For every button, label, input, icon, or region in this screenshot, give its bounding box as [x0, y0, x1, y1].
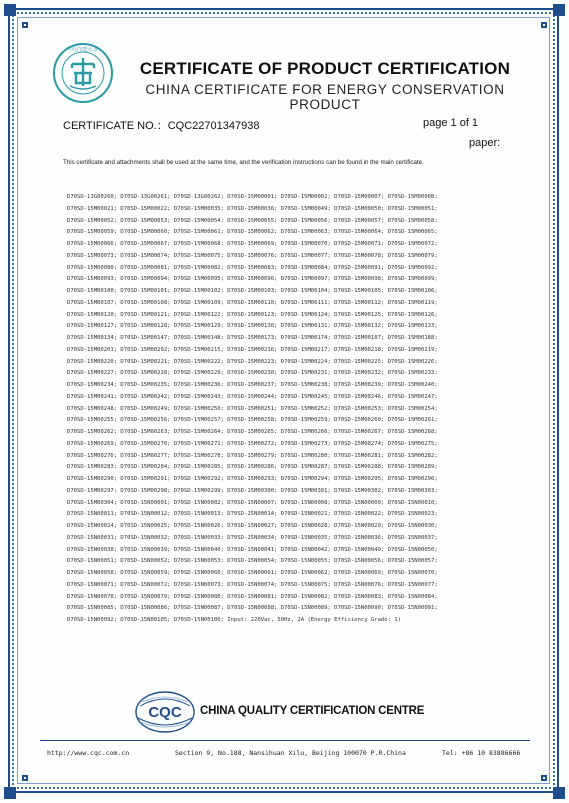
model-list-line: D70SD-15N00051; D70SD-15N00052; D70SD-15N00053; D70SD-15N00054; D70SD-15N00055; D70SD-15N00056; D70SD-15N00057; — [67, 558, 438, 565]
model-list-line: D70SD-15M00134; D70SD-15M00147; D70SD-15M00148; D70SD-15M00173; D70SD-15M00174; D70SD-15M00187; D70SD-15M00188; — [67, 335, 438, 341]
model-list-line: D70SD-15M00227; D70SD-15M00228; D70SD-15M00229; D70SD-15M00230; D70SD-15M00231; D70SD-15M00232; D70SD-15M00233; — [67, 370, 438, 377]
model-list-line: D70SD-15M00276; D70SD-15M00277; D70SD-15M00278; D70SD-15M00279; D70SD-15M00280; D70SD-15M00281; D70SD-15M00282; — [67, 452, 438, 459]
model-list-line: D70SD-15M00021; D70SD-15M00022; D70SD-15M00035; D70SD-15M00036; D70SD-15M00049; D70SD-15M00050; D70SD-15M00051; — [67, 205, 438, 212]
certificate-title: CERTIFICATE OF PRODUCT CERTIFICATION — [139, 59, 511, 78]
model-list-line: D70SD-15M00304; D70SD-15N00001; D70SD-15N00002; D70SD-15N00007; D70SD-15N00008; D70SD-15N00009; D70SD-15N00010; — [67, 499, 438, 506]
model-list-line: D70SD-15N00011; D70SD-15N00012; D70SD-15N00013; D70SD-15N00014; D70SD-15N00021; D70SD-15N00022; D70SD-15N00023; — [67, 511, 438, 518]
corner-ornament — [541, 22, 547, 28]
model-list-line: D70SD-15M00290; D70SD-15M00291; D70SD-15M00292; D70SD-15M00293; D70SD-15M00294; D70SD-15M00295; D70SD-15M00296; — [67, 476, 438, 482]
corner-ornament — [22, 22, 28, 28]
model-list-line: D70SD-15M00059; D70SD-15M00060; D70SD-15M00061; D70SD-15M00062; D70SD-15M00063; D70SD-15M00064; D70SD-15M00065; — [67, 229, 438, 236]
corner-ornament — [4, 787, 16, 799]
model-list-line: D70SD-15M00107; D70SD-15M00108; D70SD-15M00109; D70SD-15M00110; D70SD-15M00111; D70SD-15M00112; D70SD-15M00119; — [67, 299, 438, 306]
footer-website: http://www.cqc.com.cn — [47, 749, 130, 757]
logo-text: 中国节能认证 — [67, 47, 99, 53]
corner-ornament — [553, 4, 565, 16]
cqc-logo — [134, 690, 196, 734]
model-list-line: D70SD-15M00283; D70SD-15M00284; D70SD-15M00285; D70SD-15M00286; D70SD-15M00287; D70SD-15M00288; D70SD-15M00289; — [67, 464, 438, 471]
certificate-number — [63, 117, 259, 133]
corner-ornament — [4, 4, 16, 16]
model-list-line: D70SD-15M00080; D70SD-15M00081; D70SD-15M00082; D70SD-15M00083; D70SD-15M00084; D70SD-15M00091; D70SD-15M00092; — [67, 264, 438, 271]
model-list-line: D70SD-15M00093; D70SD-15M00094; D70SD-15M00095; D70SD-15M00096; D70SD-15M00097; D70SD-15M00098; D70SD-15M00099; — [67, 276, 438, 283]
model-list-line: D70SD-15N00031; D70SD-15N00032; D70SD-15N00033; D70SD-15N00034; D70SD-15N00035; D70SD-15N00036; D70SD-15N00037; — [67, 534, 438, 541]
model-list-line: D70SD-15M00066; D70SD-15M00067; D70SD-15M00068; D70SD-15M00069; D70SD-15M00070; D70SD-15M00071; D70SD-15M00072; — [67, 241, 438, 247]
footer-address: Section 9, No.188, Nansihuan Xilu, Beijing 100070 P.R.China — [175, 749, 406, 757]
model-list-line: D70SD-15N00038; D70SD-15N00039; D70SD-15N00040; D70SD-15N00041; D70SD-15N00042; D70SD-15N00049; D70SD-15N00050; — [67, 546, 438, 553]
model-list-line: D70SD-15N00024; D70SD-15N00025; D70SD-15N00026; D70SD-15N00027; D70SD-15N00028; D70SD-15N00029; D70SD-15N00030; — [67, 523, 438, 529]
certificate-number-label: CERTIFICATE NO.： — [63, 120, 168, 132]
intro-statement: This certificate and attachments shall be used at the same time, and the verification instructions can be found in the main certificate. — [63, 159, 424, 166]
model-list-line: D70SD-15N00058; D70SD-15N00059; D70SD-15N00060; D70SD-15N00061; D70SD-15N00062; D70SD-15N00069; D70SD-15N00070; — [67, 570, 438, 576]
model-list-line: D70SD-15N00092; D70SD-15N00105; D70SD-15N00106; Input: 220Vac, 50Hz, 2A (Energy Efficiency Grade: 1) — [67, 617, 401, 623]
model-list — [67, 192, 507, 627]
model-list-line: D70SD-15M00297; D70SD-15M00298; D70SD-15M00299; D70SD-15M00300; D70SD-15M00301; D70SD-15M00302; D70SD-15M00303; — [67, 487, 438, 494]
cqc-mark: CQC — [148, 704, 182, 721]
certificate-number-value: CQC22701347938 — [167, 120, 260, 132]
model-list-line: D70SD-15N00071; D70SD-15N00072; D70SD-15N00073; D70SD-15N00074; D70SD-15N00075; D70SD-15N00076; D70SD-15N00077; — [67, 581, 438, 588]
model-list-line: D70SD-15M00052; D70SD-15M00053; D70SD-15M00054; D70SD-15M00055; D70SD-15M00056; D70SD-15M00057; D70SD-15M00058; — [67, 217, 438, 224]
model-list-line: D70SD-15M00127; D70SD-15M00128; D70SD-15M00129; D70SD-15M00130; D70SD-15M00131; D70SD-15M00132; D70SD-15M00133; — [67, 323, 438, 330]
model-list-line: D70SD-15M00262; D70SD-15M00263; D70SD-15M00264; D70SD-15M00265; D70SD-15M00266; D70SD-15M00267; D70SD-15M00268; — [67, 429, 438, 435]
certificate-subtitle: CHINA CERTIFICATE FOR ENERGY CONSERVATION PRODUCT — [145, 82, 505, 112]
model-list-line: D70SD-15M00201; D70SD-15M00202; D70SD-15M00215; D70SD-15M00216; D70SD-15M00217; D70SD-15M00218; D70SD-15M00219; — [67, 346, 438, 353]
model-list-line: D70SD-15N00085; D70SD-15N00086; D70SD-15N00087; D70SD-15N00088; D70SD-15N00089; D70SD-15N00090; D70SD-15N00091; — [67, 605, 438, 612]
page-count: page 1 of 1 — [423, 117, 479, 129]
model-list-line: D70SD-15M00120; D70SD-15M00121; D70SD-15M00122; D70SD-15M00123; D70SD-15M00124; D70SD-15M00125; D70SD-15M00126; — [67, 311, 438, 318]
model-list-line: D70SD-15M00269; D70SD-15M00270; D70SD-15M00271; D70SD-15M00272; D70SD-15M00273; D70SD-15M00274; D70SD-15M00275; — [67, 440, 438, 447]
model-list-line: D70SD-15M00073; D70SD-15M00074; D70SD-15M00075; D70SD-15M00076; D70SD-15M00077; D70SD-15M00078; D70SD-15M00079; — [67, 252, 438, 259]
model-list-line: D70SD-13G00260; D70SD-13G00261; D70SD-13G00262; D70SD-15M00001; D70SD-15M00002; D70SD-15M00007; D70SD-15M00008; — [67, 194, 438, 200]
paper-label: paper: — [469, 137, 501, 149]
corner-ornament — [541, 775, 547, 781]
model-list-line: D70SD-15N00078; D70SD-15N00079; D70SD-15N00080; D70SD-15N00081; D70SD-15N00082; D70SD-15N00083; D70SD-15N00084; — [67, 593, 438, 600]
footer-telephone: Tel: +86 10 83886666 — [442, 749, 521, 757]
model-list-line: D70SD-15M00248; D70SD-15M00249; D70SD-15M00250; D70SD-15M00251; D70SD-15M00252; D70SD-15M00253; D70SD-15M00254; — [67, 405, 438, 412]
corner-ornament — [22, 775, 28, 781]
model-list-line: D70SD-15M00220; D70SD-15M00221; D70SD-15M00222; D70SD-15M00223; D70SD-15M00224; D70SD-15M00225; D70SD-15M00226; — [67, 358, 438, 365]
model-list-line: D70SD-15M00234; D70SD-15M00235; D70SD-15M00236; D70SD-15M00237; D70SD-15M00238; D70SD-15M00239; D70SD-15M00240; — [67, 382, 438, 388]
model-list-line: D70SD-15M00255; D70SD-15M00256; D70SD-15M00257; D70SD-15M00258; D70SD-15M00259; D70SD-15M00260; D70SD-15M00261; — [67, 417, 438, 424]
footer-divider — [40, 740, 530, 741]
corner-ornament — [553, 787, 565, 799]
model-list-line: D70SD-15M00241; D70SD-15M00242; D70SD-15M00243; D70SD-15M00244; D70SD-15M00245; D70SD-15M00246; D70SD-15M00247; — [67, 393, 438, 400]
energy-conservation-logo — [52, 42, 114, 104]
model-list-line: D70SD-15M00100; D70SD-15M00101; D70SD-15M00102; D70SD-15M00103; D70SD-15M00104; D70SD-15M00105; D70SD-15M00106; — [67, 288, 438, 294]
certification-centre-name: CHINA QUALITY CERTIFICATION CENTRE — [200, 705, 425, 717]
